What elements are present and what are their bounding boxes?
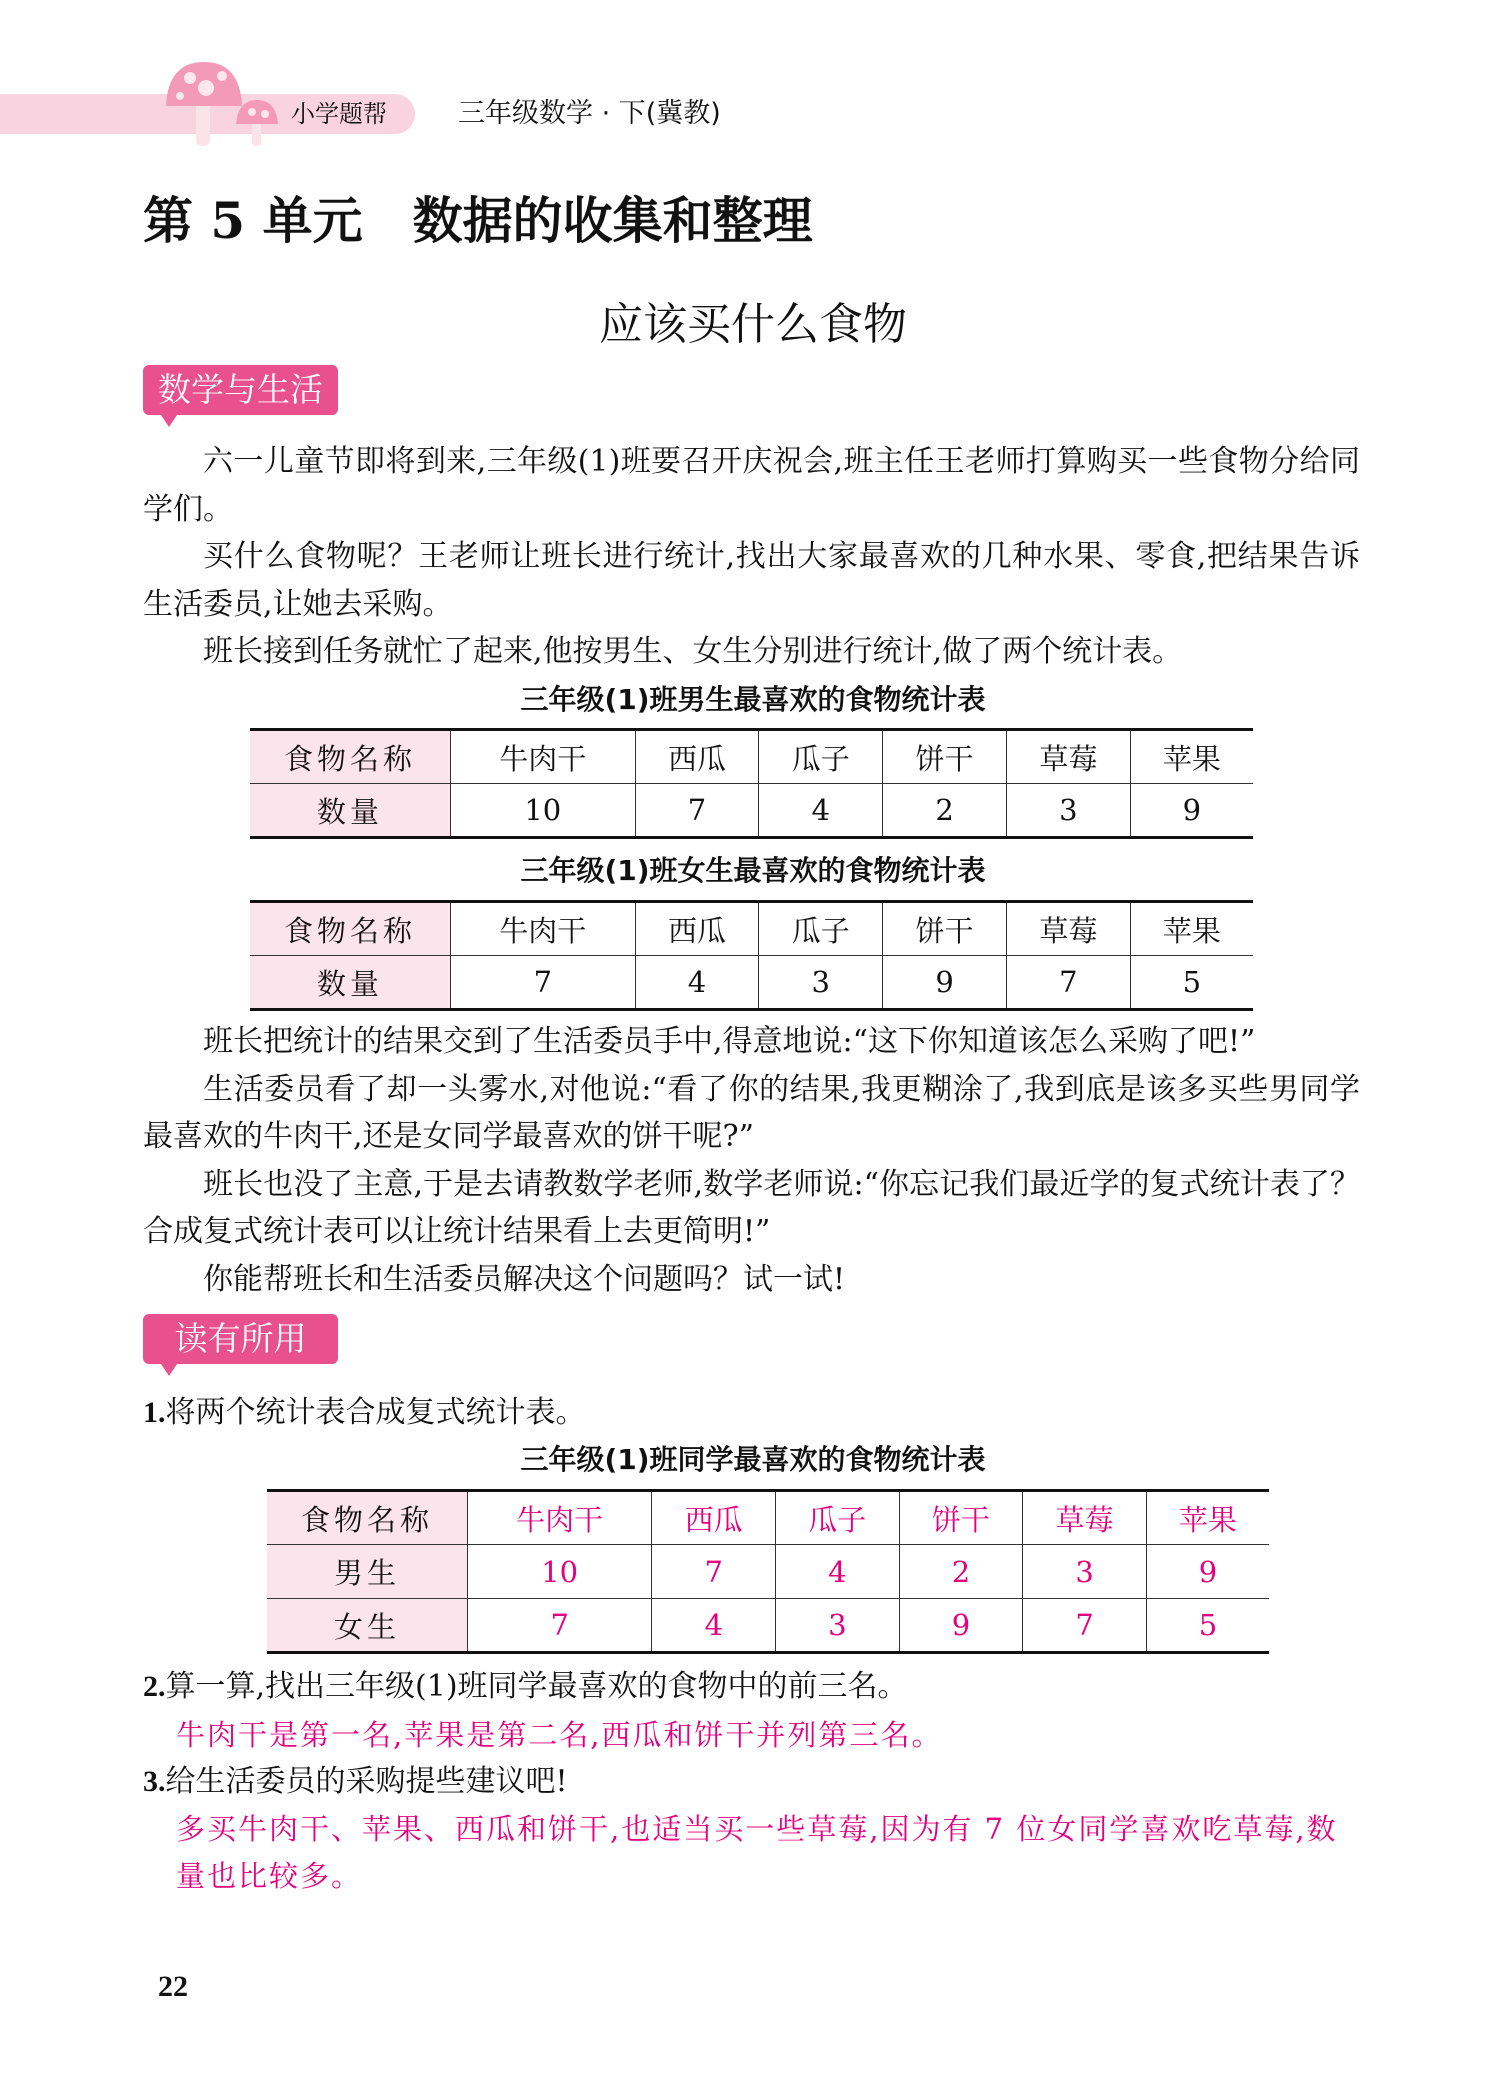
table-cell: 4	[776, 1545, 900, 1599]
paragraph: 班长接到任务就忙了起来,他按男生、女生分别进行统计,做了两个统计表。	[203, 634, 1183, 669]
paragraph: 班长也没了主意,于是去请教数学老师,数学老师说:“你忘记我们最近学的复式统计表了？合成复式统计表可以让统计结果看上去更简明!”	[143, 1166, 1360, 1249]
table-cell: 4	[759, 784, 883, 838]
table-cell: 7	[652, 1545, 776, 1599]
paragraph: 生活委员看了却一头雾水,对他说:“看了你的结果,我更糊涂了,我到底是该多买些男同学最喜欢的牛肉干,还是女同学最喜欢的饼干呢?”	[143, 1071, 1360, 1154]
table-row	[250, 956, 1253, 1010]
table-cell: 草莓	[1023, 1491, 1147, 1545]
section-badge-apply: 读有所用	[143, 1314, 338, 1364]
book-title: 三年级数学 · 下(冀教)	[458, 98, 721, 129]
table-cell: 3	[1006, 784, 1130, 838]
table-cell: 3	[776, 1599, 900, 1653]
table-cell: 3	[1023, 1545, 1147, 1599]
table-caption-combined: 三年级(1)班同学最喜欢的食物统计表	[520, 1443, 986, 1476]
table-cell: 西瓜	[635, 902, 759, 956]
table-cell: 苹果	[1130, 730, 1253, 784]
paragraph: 六一儿童节即将到来,三年级(1)班要召开庆祝会,班主任王老师打算购买一些食物分给同学们。	[143, 444, 1360, 527]
row-label-cell: 食物名称	[250, 730, 451, 784]
question-text: 给生活委员的采购提些建议吧!	[165, 1764, 568, 1799]
table-cell: 西瓜	[652, 1491, 776, 1545]
table-cell: 4	[652, 1599, 776, 1653]
table-cell: 7	[1006, 956, 1130, 1010]
question-text: 将两个统计表合成复式统计表。	[165, 1395, 586, 1430]
question-number: 1.	[143, 1396, 166, 1429]
row-label-cell: 男生	[267, 1545, 468, 1599]
paragraph: 班长把统计的结果交到了生活委员手中,得意地说:“这下你知道该怎么采购了吧!”	[203, 1024, 1256, 1059]
paragraph: 你能帮班长和生活委员解决这个问题吗？试一试!	[203, 1261, 846, 1297]
table-row	[250, 784, 1253, 838]
answer-2: 牛肉干是第一名,苹果是第二名,西瓜和饼干并列第三名。	[176, 1718, 943, 1752]
section-badge-math-life: 数学与生活	[143, 365, 338, 415]
header-row	[250, 902, 1253, 956]
table-cell: 10	[451, 784, 636, 838]
table-girls	[250, 900, 1253, 1011]
table-cell: 草莓	[1006, 902, 1130, 956]
table-cell: 7	[635, 784, 759, 838]
table-cell: 7	[1023, 1599, 1147, 1653]
table-boys	[250, 728, 1253, 839]
table-cell: 9	[899, 1599, 1023, 1653]
row-label-cell: 食物名称	[250, 902, 451, 956]
table-cell: 5	[1146, 1599, 1269, 1653]
table-cell: 饼干	[899, 1491, 1023, 1545]
question-number: 3.	[143, 1765, 166, 1798]
table-cell: 2	[899, 1545, 1023, 1599]
table-cell: 牛肉干	[468, 1491, 652, 1545]
row-label-cell: 食物名称	[267, 1491, 468, 1545]
table-cell: 牛肉干	[451, 902, 636, 956]
table-row	[267, 1545, 1269, 1599]
table-cell: 瓜子	[759, 902, 883, 956]
unit-title: 第 5 单元 数据的收集和整理	[143, 191, 813, 250]
row-label-cell: 数量	[250, 784, 451, 838]
question-1	[143, 1393, 586, 1433]
question-number: 2.	[143, 1670, 166, 1703]
table-cell: 4	[635, 956, 759, 1010]
paragraph: 买什么食物呢？王老师让班长进行统计,找出大家最喜欢的几种水果、零食,把结果告诉生活委员,让她去采购。	[143, 539, 1360, 622]
table-cell: 苹果	[1146, 1491, 1269, 1545]
brand-name: 小学题帮	[291, 100, 387, 128]
table-combined	[267, 1489, 1269, 1654]
table-cell: 5	[1130, 956, 1253, 1010]
table-cell: 9	[1130, 784, 1253, 838]
table-cell: 7	[451, 956, 636, 1010]
table-cell: 9	[1146, 1545, 1269, 1599]
row-label-cell: 数量	[250, 956, 451, 1010]
story-text	[143, 1018, 1360, 1303]
intro-text	[143, 438, 1360, 676]
table-cell: 牛肉干	[451, 730, 636, 784]
header-row	[250, 730, 1253, 784]
table-row	[267, 1599, 1269, 1653]
table-caption-girls: 三年级(1)班女生最喜欢的食物统计表	[520, 854, 986, 887]
table-cell: 饼干	[883, 902, 1007, 956]
table-cell: 草莓	[1006, 730, 1130, 784]
question-text: 算一算,找出三年级(1)班同学最喜欢的食物中的前三名。	[165, 1669, 908, 1704]
table-cell: 9	[883, 956, 1007, 1010]
page-number: 22	[158, 1970, 188, 2003]
question-3	[143, 1762, 568, 1802]
table-cell: 饼干	[883, 730, 1007, 784]
lesson-title: 应该买什么食物	[599, 299, 907, 350]
table-cell: 10	[468, 1545, 652, 1599]
table-caption-boys: 三年级(1)班男生最喜欢的食物统计表	[520, 683, 986, 716]
table-cell: 西瓜	[635, 730, 759, 784]
small-mushroom-icon	[232, 98, 282, 148]
table-cell: 瓜子	[776, 1491, 900, 1545]
table-cell: 3	[759, 956, 883, 1010]
table-cell: 瓜子	[759, 730, 883, 784]
header-row	[267, 1491, 1269, 1545]
table-cell: 2	[883, 784, 1007, 838]
answer-3: 多买牛肉干、苹果、西瓜和饼干,也适当买一些草莓,因为有 7 位女同学喜欢吃草莓,数量也比较多。	[176, 1812, 1338, 1893]
question-2	[143, 1667, 908, 1707]
row-label-cell: 女生	[267, 1599, 468, 1653]
table-cell: 7	[468, 1599, 652, 1653]
table-cell: 苹果	[1130, 902, 1253, 956]
